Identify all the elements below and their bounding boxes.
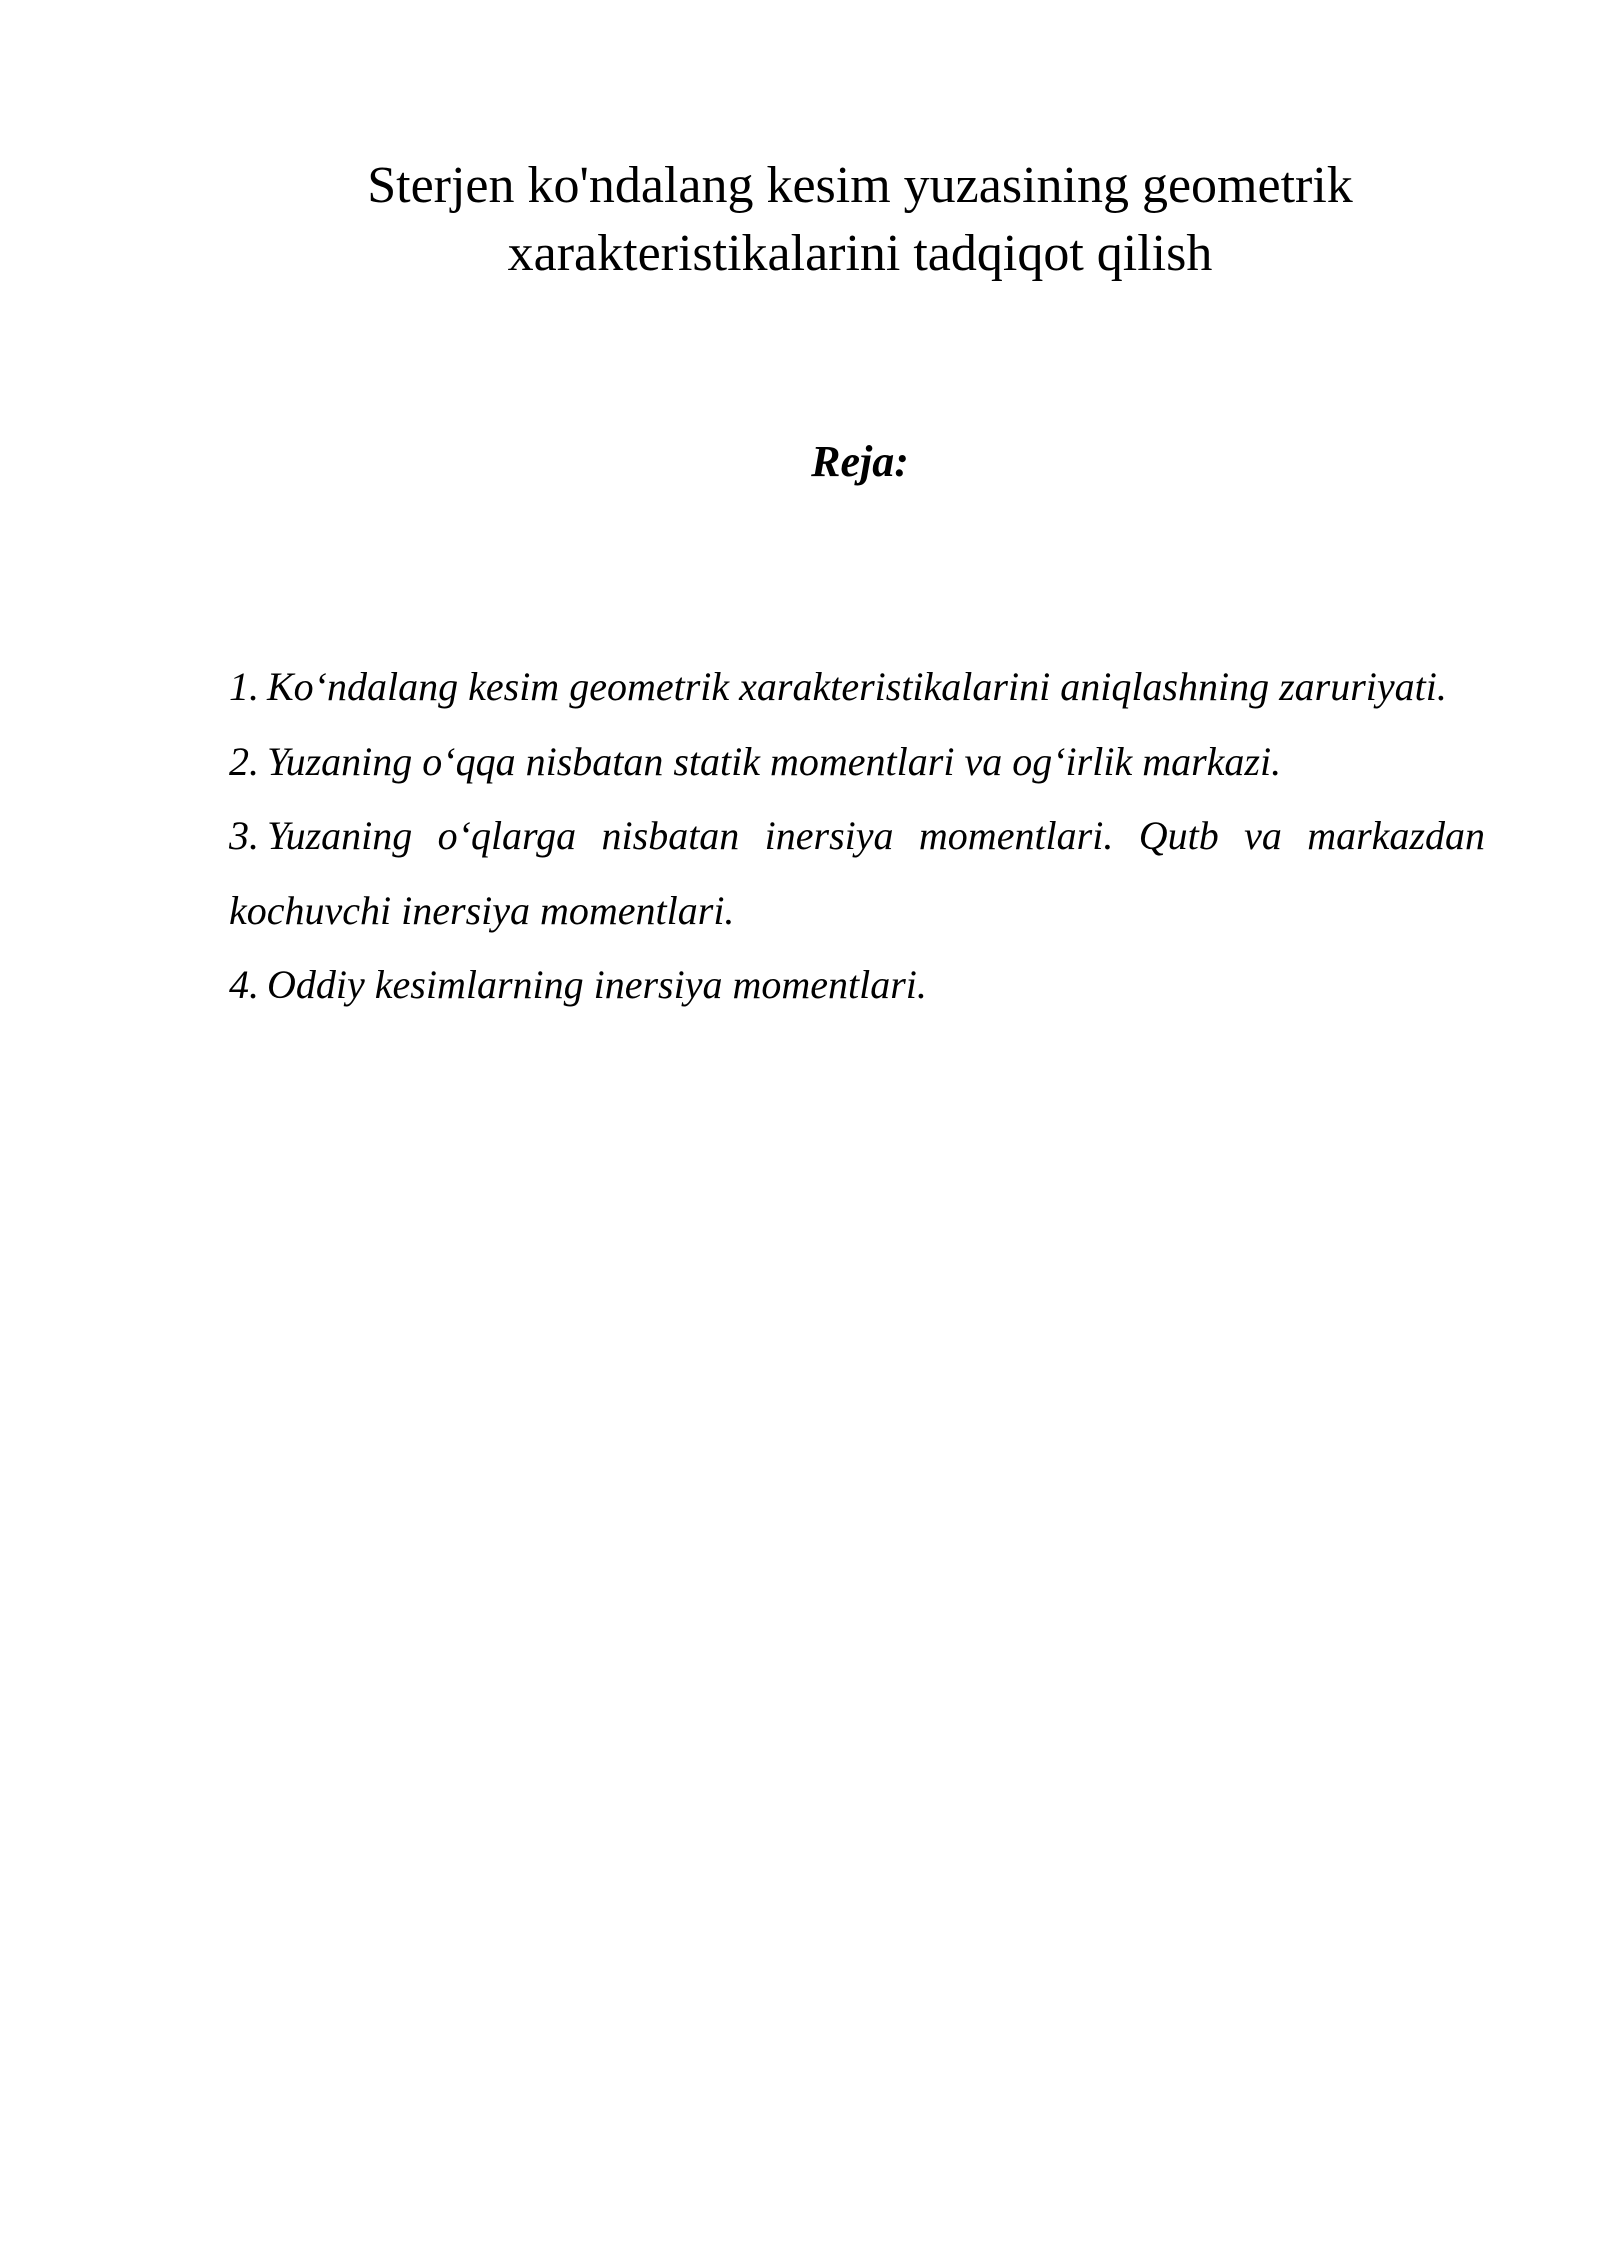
plan-item: [229, 799, 1485, 948]
plan-item-text: Oddiy kesimlarning inersiya momentlari.: [267, 962, 927, 1007]
plan-item-number: 4.: [229, 962, 259, 1007]
plan-item: [229, 725, 1485, 800]
title-line-2: xarakteristikalarini tadqiqot qilish: [507, 225, 1213, 282]
plan-item: [229, 650, 1485, 725]
plan-item-text: Ko‘ndalang kesim geometrik xarakteristikalarini aniqlashning zaruriyati.: [267, 664, 1447, 709]
plan-list: [229, 650, 1485, 1023]
plan-item-text: Yuzaning o‘qqa nisbatan statik momentlari va og‘irlik markazi.: [267, 738, 1282, 784]
plan-heading: Reja:: [811, 437, 909, 486]
plan-item-text: Yuzaning o‘qlarga nisbatan inersiya momentlari. Qutb va markazdan kochuvchi inersiya momentlari.: [229, 813, 1485, 933]
title-line-1: Sterjen ko'ndalang kesim yuzasining geometrik: [367, 157, 1353, 214]
plan-item-number: 2.: [229, 738, 259, 784]
plan-item: [229, 948, 1485, 1023]
plan-item-number: 1.: [229, 664, 259, 709]
plan-item-number: 3.: [229, 813, 259, 858]
document-title: [230, 152, 1490, 288]
